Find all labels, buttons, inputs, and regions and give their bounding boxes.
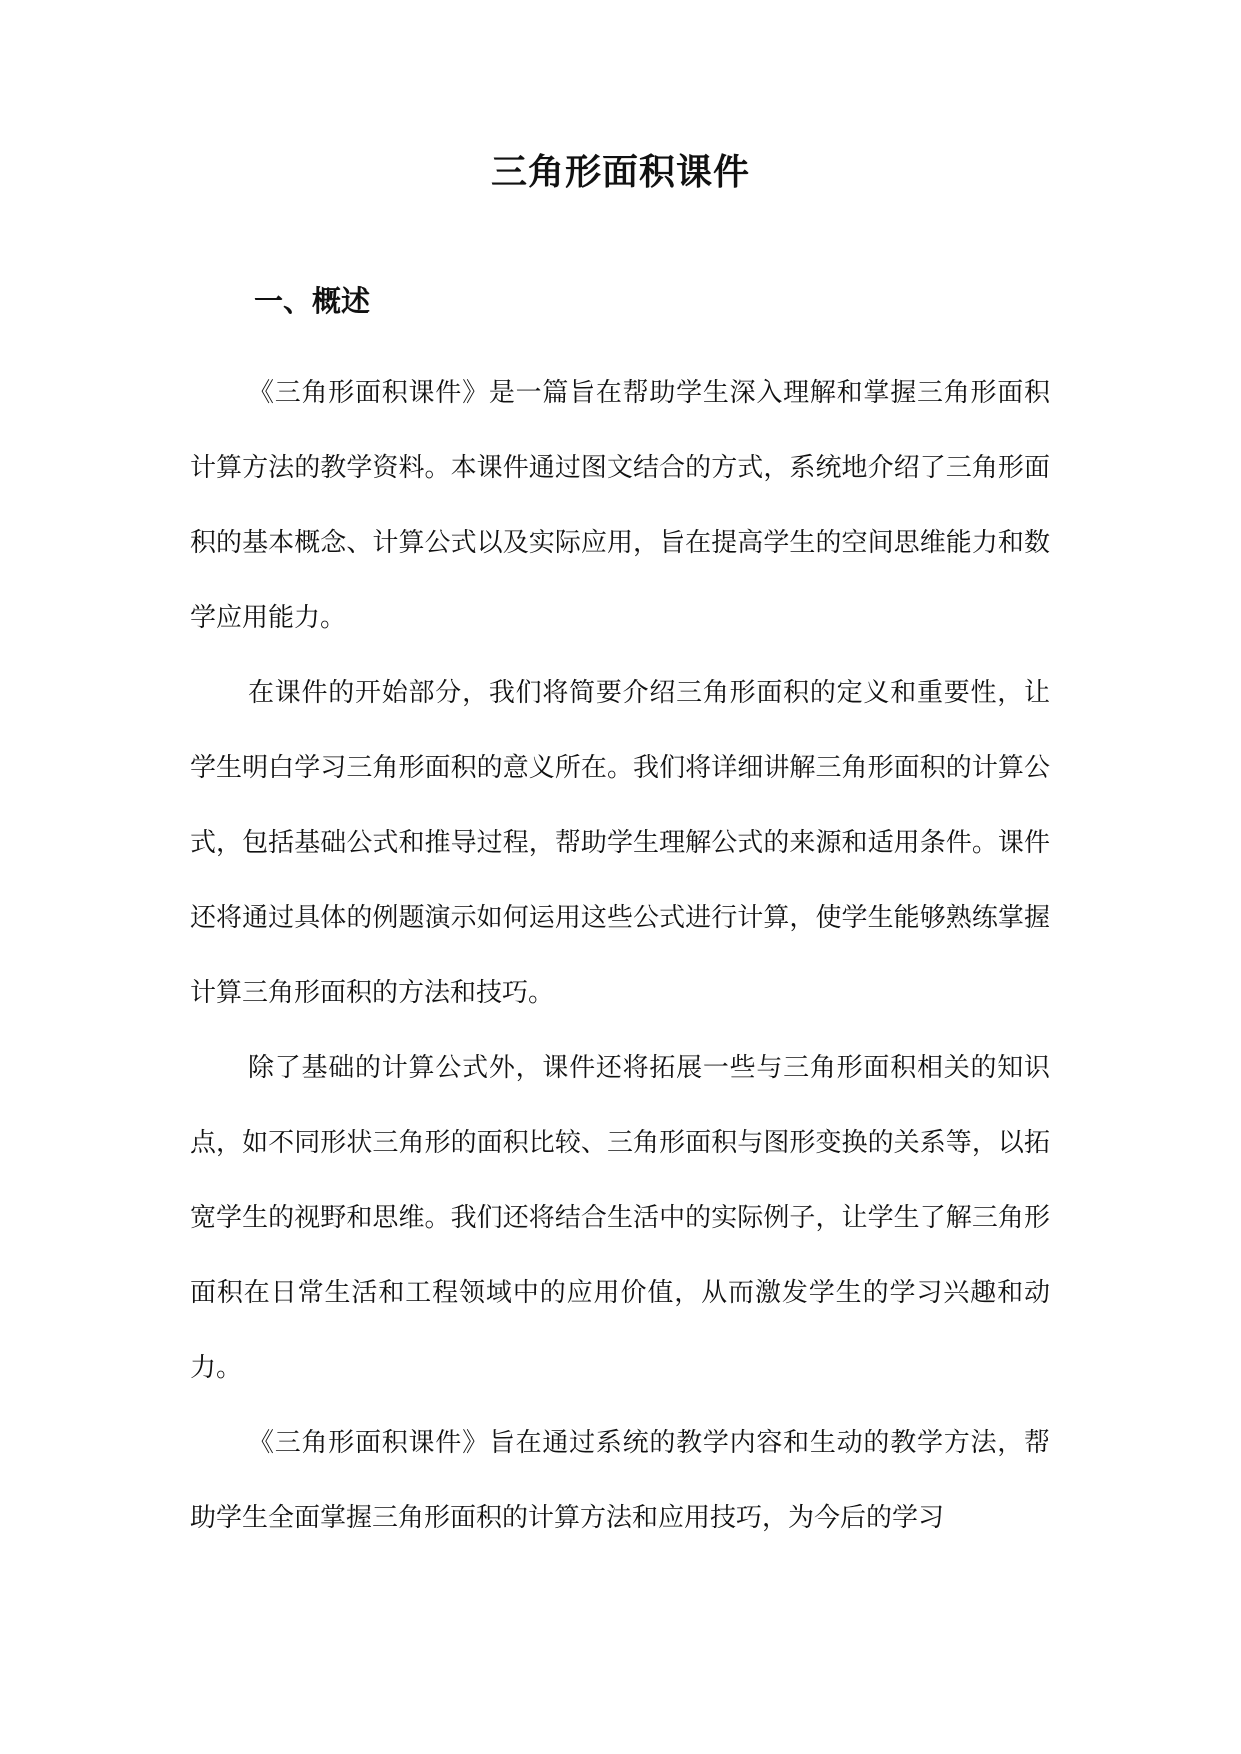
paragraph: 除了基础的计算公式外，课件还将拓展一些与三角形面积相关的知识点，如不同形状三角形的面积比较、三角形面积与图形变换的关系等，以拓宽学生的视野和思维。我们还将结合生活中的实际例子，让学生了解三角形面积在日常生活和工程领域中的应用价值，从而激发学生的学习兴趣和动力。 [190,1053,1050,1383]
paragraph: 《三角形面积课件》是一篇旨在帮助学生深入理解和掌握三角形面积计算方法的教学资料。本课件通过图文结合的方式，系统地介绍了三角形面积的基本概念、计算公式以及实际应用，旨在提高学生的空间思维能力和数学应用能力。 [190,378,1050,633]
document-title: 三角形面积课件 [490,152,750,193]
paragraph: 《三角形面积课件》旨在通过系统的教学内容和生动的教学方法，帮助学生全面掌握三角形面积的计算方法和应用技巧，为今后的学习 [190,1428,1050,1533]
section-heading-overview: 一、概述 [254,284,371,318]
paragraph: 在课件的开始部分，我们将简要介绍三角形面积的定义和重要性，让学生明白学习三角形面积的意义所在。我们将详细讲解三角形面积的计算公式，包括基础公式和推导过程，帮助学生理解公式的来源和适用条件。课件还将通过具体的例题演示如何运用这些公式进行计算，使学生能够熟练掌握计算三角形面积的方法和技巧。 [190,678,1050,1008]
document-body [190,356,1050,1556]
